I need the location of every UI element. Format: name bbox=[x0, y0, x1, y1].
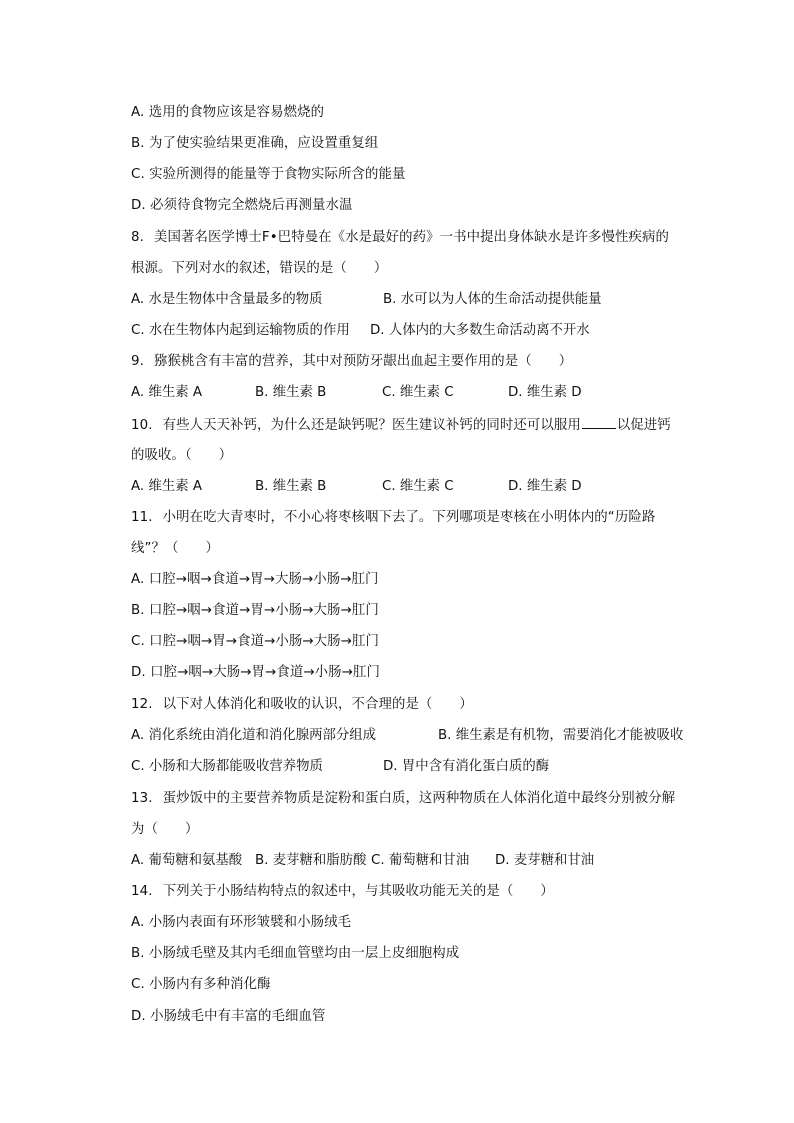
q9-option-b: B. 维生素 B bbox=[255, 385, 327, 400]
q8-option-c: C. 水在生物体内起到运输物质的作用 bbox=[131, 323, 350, 338]
q10-number: 10. bbox=[131, 418, 153, 433]
q10-stem-line1 bbox=[131, 416, 671, 435]
q12-text: 以下对人体消化和吸收的认识，不合理的是（ ） bbox=[162, 697, 473, 712]
q11-stem-line1 bbox=[131, 509, 655, 527]
q10-text-1a: 有些人天天补钙，为什么还是缺钙呢？医生建议补钙的同时还可以服用 bbox=[162, 418, 581, 433]
q11-text-1: 小明在吃大青枣时，不小心将枣核咽下去了。下列哪项是枣核在小明体内的“历险路 bbox=[162, 510, 656, 525]
q7-option-a: A. 选用的食物应该是容易燃烧的 bbox=[131, 105, 325, 120]
q10-option-c: C. 维生素 C bbox=[382, 479, 454, 494]
q7-option-b: B. 为了使实验结果更准确，应设置重复组 bbox=[131, 136, 379, 151]
q12-option-c: C. 小肠和大肠都能吸收营养物质 bbox=[131, 759, 323, 774]
q9-number: 9. bbox=[131, 354, 144, 369]
q12-stem bbox=[131, 696, 473, 714]
q13-option-a: A. 葡萄糖和氨基酸 bbox=[131, 853, 243, 868]
q10-option-d: D. 维生素 D bbox=[508, 479, 582, 494]
q8-stem-line2: 根源。下列对水的叙述，错误的是（ ） bbox=[131, 261, 388, 276]
q14-text: 下列关于小肠结构特点的叙述中，与其吸收功能无关的是（ ） bbox=[162, 884, 554, 899]
q12-option-d: D. 胃中含有消化蛋白质的酶 bbox=[383, 759, 550, 774]
q7-option-d: D. 必须待食物完全燃烧后再测量水温 bbox=[131, 198, 353, 213]
q13-option-d: D. 麦芽糖和甘油 bbox=[495, 853, 595, 868]
q11-option-b: B. 口腔→咽→食道→胃→小肠→大肠→肛门 bbox=[131, 603, 379, 618]
q10-text-1b: 以促进钙 bbox=[616, 418, 671, 433]
q13-stem-line1 bbox=[131, 790, 675, 808]
q12-number: 12. bbox=[131, 697, 153, 712]
q8-option-a: A. 水是生物体中含量最多的物质 bbox=[131, 292, 323, 307]
q11-option-a: A. 口腔→咽→食道→胃→大肠→小肠→肛门 bbox=[131, 572, 379, 587]
q14-stem bbox=[131, 883, 554, 901]
q11-option-c: C. 口腔→咽→胃→食道→小肠→大肠→肛门 bbox=[131, 634, 379, 649]
q11-number: 11. bbox=[131, 510, 153, 525]
q8-text-1: 美国著名医学博士F•巴特曼在《水是最好的药》一书中提出身体缺水是许多慢性疾病的 bbox=[153, 230, 669, 245]
q13-option-c: C. 葡萄糖和甘油 bbox=[371, 853, 470, 868]
q14-option-b: B. 小肠绒毛壁及其内毛细血管壁均由一层上皮细胞构成 bbox=[131, 946, 460, 961]
q8-option-b: B. 水可以为人体的生命活动提供能量 bbox=[383, 292, 602, 307]
q8-number: 8. bbox=[131, 230, 144, 245]
q12-option-a: A. 消化系统由消化道和消化腺两部分组成 bbox=[131, 728, 377, 743]
q10-stem-line2: 的吸收。（ ） bbox=[131, 448, 233, 463]
q12-option-b: B. 维生素是有机物，需要消化才能被吸收 bbox=[438, 728, 684, 743]
q9-option-a: A. 维生素 A bbox=[131, 385, 203, 400]
q14-option-a: A. 小肠内表面有环形皱襞和小肠绒毛 bbox=[131, 915, 352, 930]
q13-option-b: B. 麦芽糖和脂肪酸 bbox=[255, 853, 367, 868]
q9-text: 猕猴桃含有丰富的营养，其中对预防牙龈出血起主要作用的是（ ） bbox=[153, 354, 573, 369]
q8-stem-line1 bbox=[131, 229, 669, 247]
q10-answer-blank bbox=[582, 416, 616, 429]
q13-number: 13. bbox=[131, 791, 153, 806]
q8-option-d: D. 人体内的大多数生命活动离不开水 bbox=[370, 323, 590, 338]
q10-option-b: B. 维生素 B bbox=[255, 479, 327, 494]
q9-stem bbox=[131, 353, 572, 371]
q10-option-a: A. 维生素 A bbox=[131, 479, 203, 494]
q13-text-1: 蛋炒饭中的主要营养物质是淀粉和蛋白质，这两种物质在人体消化道中最终分别被分解 bbox=[162, 791, 676, 806]
q9-option-d: D. 维生素 D bbox=[508, 385, 582, 400]
q14-option-d: D. 小肠绒毛中有丰富的毛细血管 bbox=[131, 1009, 326, 1024]
q11-stem-line2: 线”？（ ） bbox=[131, 541, 219, 556]
q14-number: 14. bbox=[131, 884, 153, 899]
q11-option-d: D. 口腔→咽→大肠→胃→食道→小肠→肛门 bbox=[131, 665, 380, 680]
q9-option-c: C. 维生素 C bbox=[382, 385, 454, 400]
q14-option-c: C. 小肠内有多种消化酶 bbox=[131, 977, 271, 992]
q13-stem-line2: 为（ ） bbox=[131, 822, 199, 837]
q7-option-c: C. 实验所测得的能量等于食物实际所含的能量 bbox=[131, 167, 406, 182]
